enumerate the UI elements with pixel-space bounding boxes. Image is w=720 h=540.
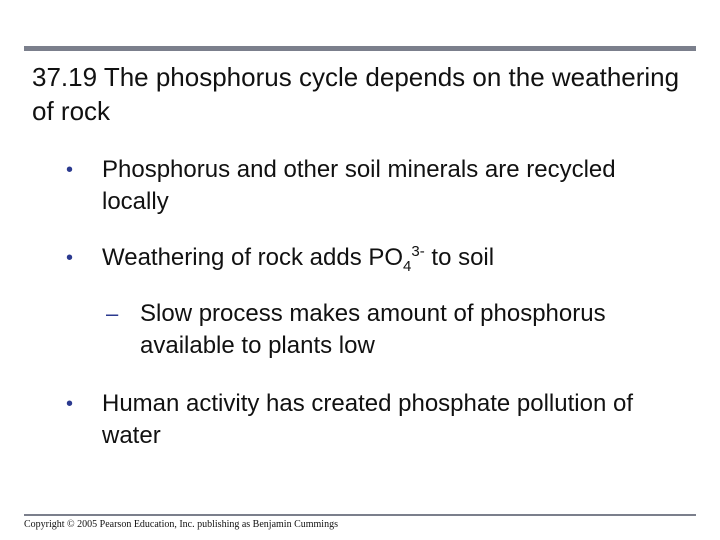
bullet-item [66,154,686,218]
footer-divider [24,514,696,516]
bullet-text: Phosphorus and other soil minerals are recycled locally [102,156,616,215]
bullet-marker: • [66,393,74,415]
copyright-notice: Copyright © 2005 Pearson Education, Inc. publishing as Benjamin Cummings [24,519,338,530]
chemical-subscript: 4 [403,257,412,275]
bullet-marker: • [66,159,74,181]
sub-bullet-text: Slow process makes amount of phosphorus available to plants low [140,300,606,359]
sub-bullet-item [106,298,696,362]
title-divider [24,46,696,51]
bullet-text: Human activity has created phosphate pollution of water [102,390,633,449]
chemical-superscript: 3- [411,243,425,260]
bullet-marker: • [66,247,74,269]
slide-title: 37.19 The phosphorus cycle depends on the weathering of rock [32,62,680,126]
sub-bullet-marker: – [106,301,119,326]
bullet-text [102,242,686,274]
bullet-text-after: to soil [424,244,495,271]
bullet-item [66,388,686,452]
bullet-item [66,242,686,274]
bullet-text-before: Weathering of rock adds PO [102,244,404,271]
